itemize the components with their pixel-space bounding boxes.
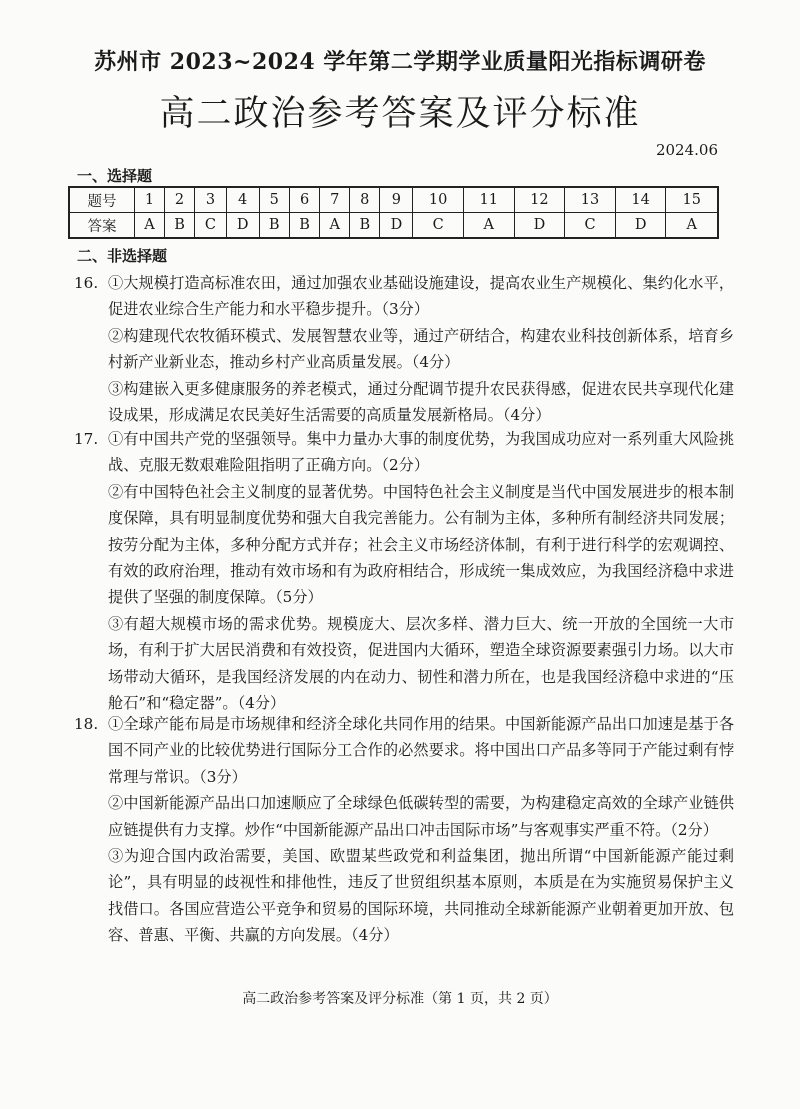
question-number: 14 <box>615 187 666 213</box>
question-number: 10 <box>413 187 464 213</box>
answer-cell: B <box>350 213 380 239</box>
answer-cell: A <box>666 213 718 239</box>
answer-point: ③为迎合国内政治需要，美国、欧盟某些政党和利益集团，抛出所谓“中国新能源产能过剩论”，具有明显的歧视性和排他性，违反了世贸组织基本原则，本质是在为实施贸易保护主义找借口。各国应营造公平竞争和贸易的国际环境，共同推动全球新能源产业朝着更加开放、包容、普惠、平衡、共赢的方向发展。（4分） <box>108 847 734 945</box>
answer-point: ③有超大规模市场的需求优势。规模庞大、层次多样、潜力巨大、统一开放的全国统一大市场，有利于扩大居民消费和有效投资，促进国内大循环，塑造全球资源要素强引力场。以大市场带动大循环，是我国经济发展的内在动力、韧性和潜力所在，也是我国经济稳中求进的“压舱石”和“稳定器”。（4分） <box>108 614 734 713</box>
row-label-answer: 答案 <box>69 213 135 239</box>
row-label-question: 题号 <box>69 187 135 213</box>
question-number-row <box>69 187 718 213</box>
answer-cell: A <box>320 213 350 239</box>
question-number: 5 <box>259 187 289 213</box>
answer-cell: D <box>226 213 259 239</box>
answer-point: ②中国新能源产品出口加速顺应了全球绿色低碳转型的需要，为构建稳定高效的全球产业链供应链提供有力支撑。炒作“中国新能源产品出口冲击国际市场”与客观事实严重不符。（2分） <box>108 794 734 839</box>
document-date: 2024.06 <box>655 141 718 159</box>
answer-cell: D <box>615 213 666 239</box>
question-number-label: 17. <box>74 430 99 448</box>
answer-row <box>69 213 718 239</box>
question-number: 7 <box>320 187 350 213</box>
question-number: 6 <box>289 187 319 213</box>
question-number: 8 <box>350 187 380 213</box>
question-number: 4 <box>226 187 259 213</box>
answer-cell: C <box>413 213 464 239</box>
question-number: 11 <box>463 187 514 213</box>
question-number: 13 <box>565 187 616 213</box>
question-number: 12 <box>514 187 565 213</box>
answer-cell: B <box>259 213 289 239</box>
question-17 <box>74 426 734 716</box>
answer-point: ①有中国共产党的坚强领导。集中力量办大事的制度优势，为我国成功应对一系列重大风险挑战、克服无数艰难险阻指明了正确方向。（2分） <box>108 430 734 475</box>
answer-cell: A <box>463 213 514 239</box>
answer-cell: B <box>289 213 319 239</box>
answer-cell: C <box>565 213 616 239</box>
section-heading-choice: 一、选择题 <box>77 167 153 185</box>
answer-point: ①全球产能布局是市场规律和经济全球化共同作用的结果。中国新能源产品出口加速是基于各国不同产业的比较优势进行国际分工合作的必然要求。将中国出口产品多等同于产能过剩有悖常理与常识。（3分） <box>108 715 734 786</box>
question-number: 15 <box>666 187 718 213</box>
question-number: 2 <box>164 187 194 213</box>
question-16 <box>74 270 734 428</box>
answer-point: ①大规模打造高标准农田，通过加强农业基础设施建设，提高农业生产规模化、集约化水平，促进农业综合生产能力和水平稳步提升。（3分） <box>108 274 734 319</box>
answer-point: ②构建现代农牧循环模式、发展智慧农业等，通过产研结合，构建农业科技创新体系，培育乡村新产业新业态，推动乡村产业高质量发展。（4分） <box>108 326 734 372</box>
document-title: 苏州市 2023~2024 学年第二学期学业质量阳光指标调研卷 <box>94 49 706 75</box>
answer-point: ②有中国特色社会主义制度的显著优势。中国特色社会主义制度是当代中国发展进步的根本制度保障，具有明显制度优势和强大自我完善能力。公有制为主体，多种所有制经济共同发展；按劳分配为主体，多种分配方式并存；社会主义市场经济体制，有利于进行科学的宏观调控、有效的政府治理，推动有效市场和有为政府相结合，形成统一集成效应，为我国经济稳中求进提供了坚强的制度保障。（5分） <box>108 482 734 607</box>
answer-cell: D <box>380 213 413 239</box>
question-18 <box>74 711 734 949</box>
answer-cell: C <box>195 213 227 239</box>
answer-table <box>68 186 719 239</box>
section-heading-nonchoice: 二、非选择题 <box>77 247 168 265</box>
answer-cell: B <box>164 213 194 239</box>
question-number: 9 <box>380 187 413 213</box>
document-subtitle: 高二政治参考答案及评分标准 <box>159 94 641 134</box>
question-number-label: 16. <box>74 274 99 292</box>
question-number: 1 <box>135 187 165 213</box>
question-number: 3 <box>195 187 227 213</box>
page-footer: 高二政治参考答案及评分标准（第 1 页，共 2 页） <box>242 991 558 1007</box>
answer-point: ③构建嵌入更多健康服务的养老模式，通过分配调节提升农民获得感，促进农民共享现代化建设成果，形成满足农民美好生活需要的高质量发展新格局。（4分） <box>108 379 734 425</box>
answer-cell: D <box>514 213 565 239</box>
answer-cell: A <box>135 213 165 239</box>
question-number-label: 18. <box>74 715 99 733</box>
